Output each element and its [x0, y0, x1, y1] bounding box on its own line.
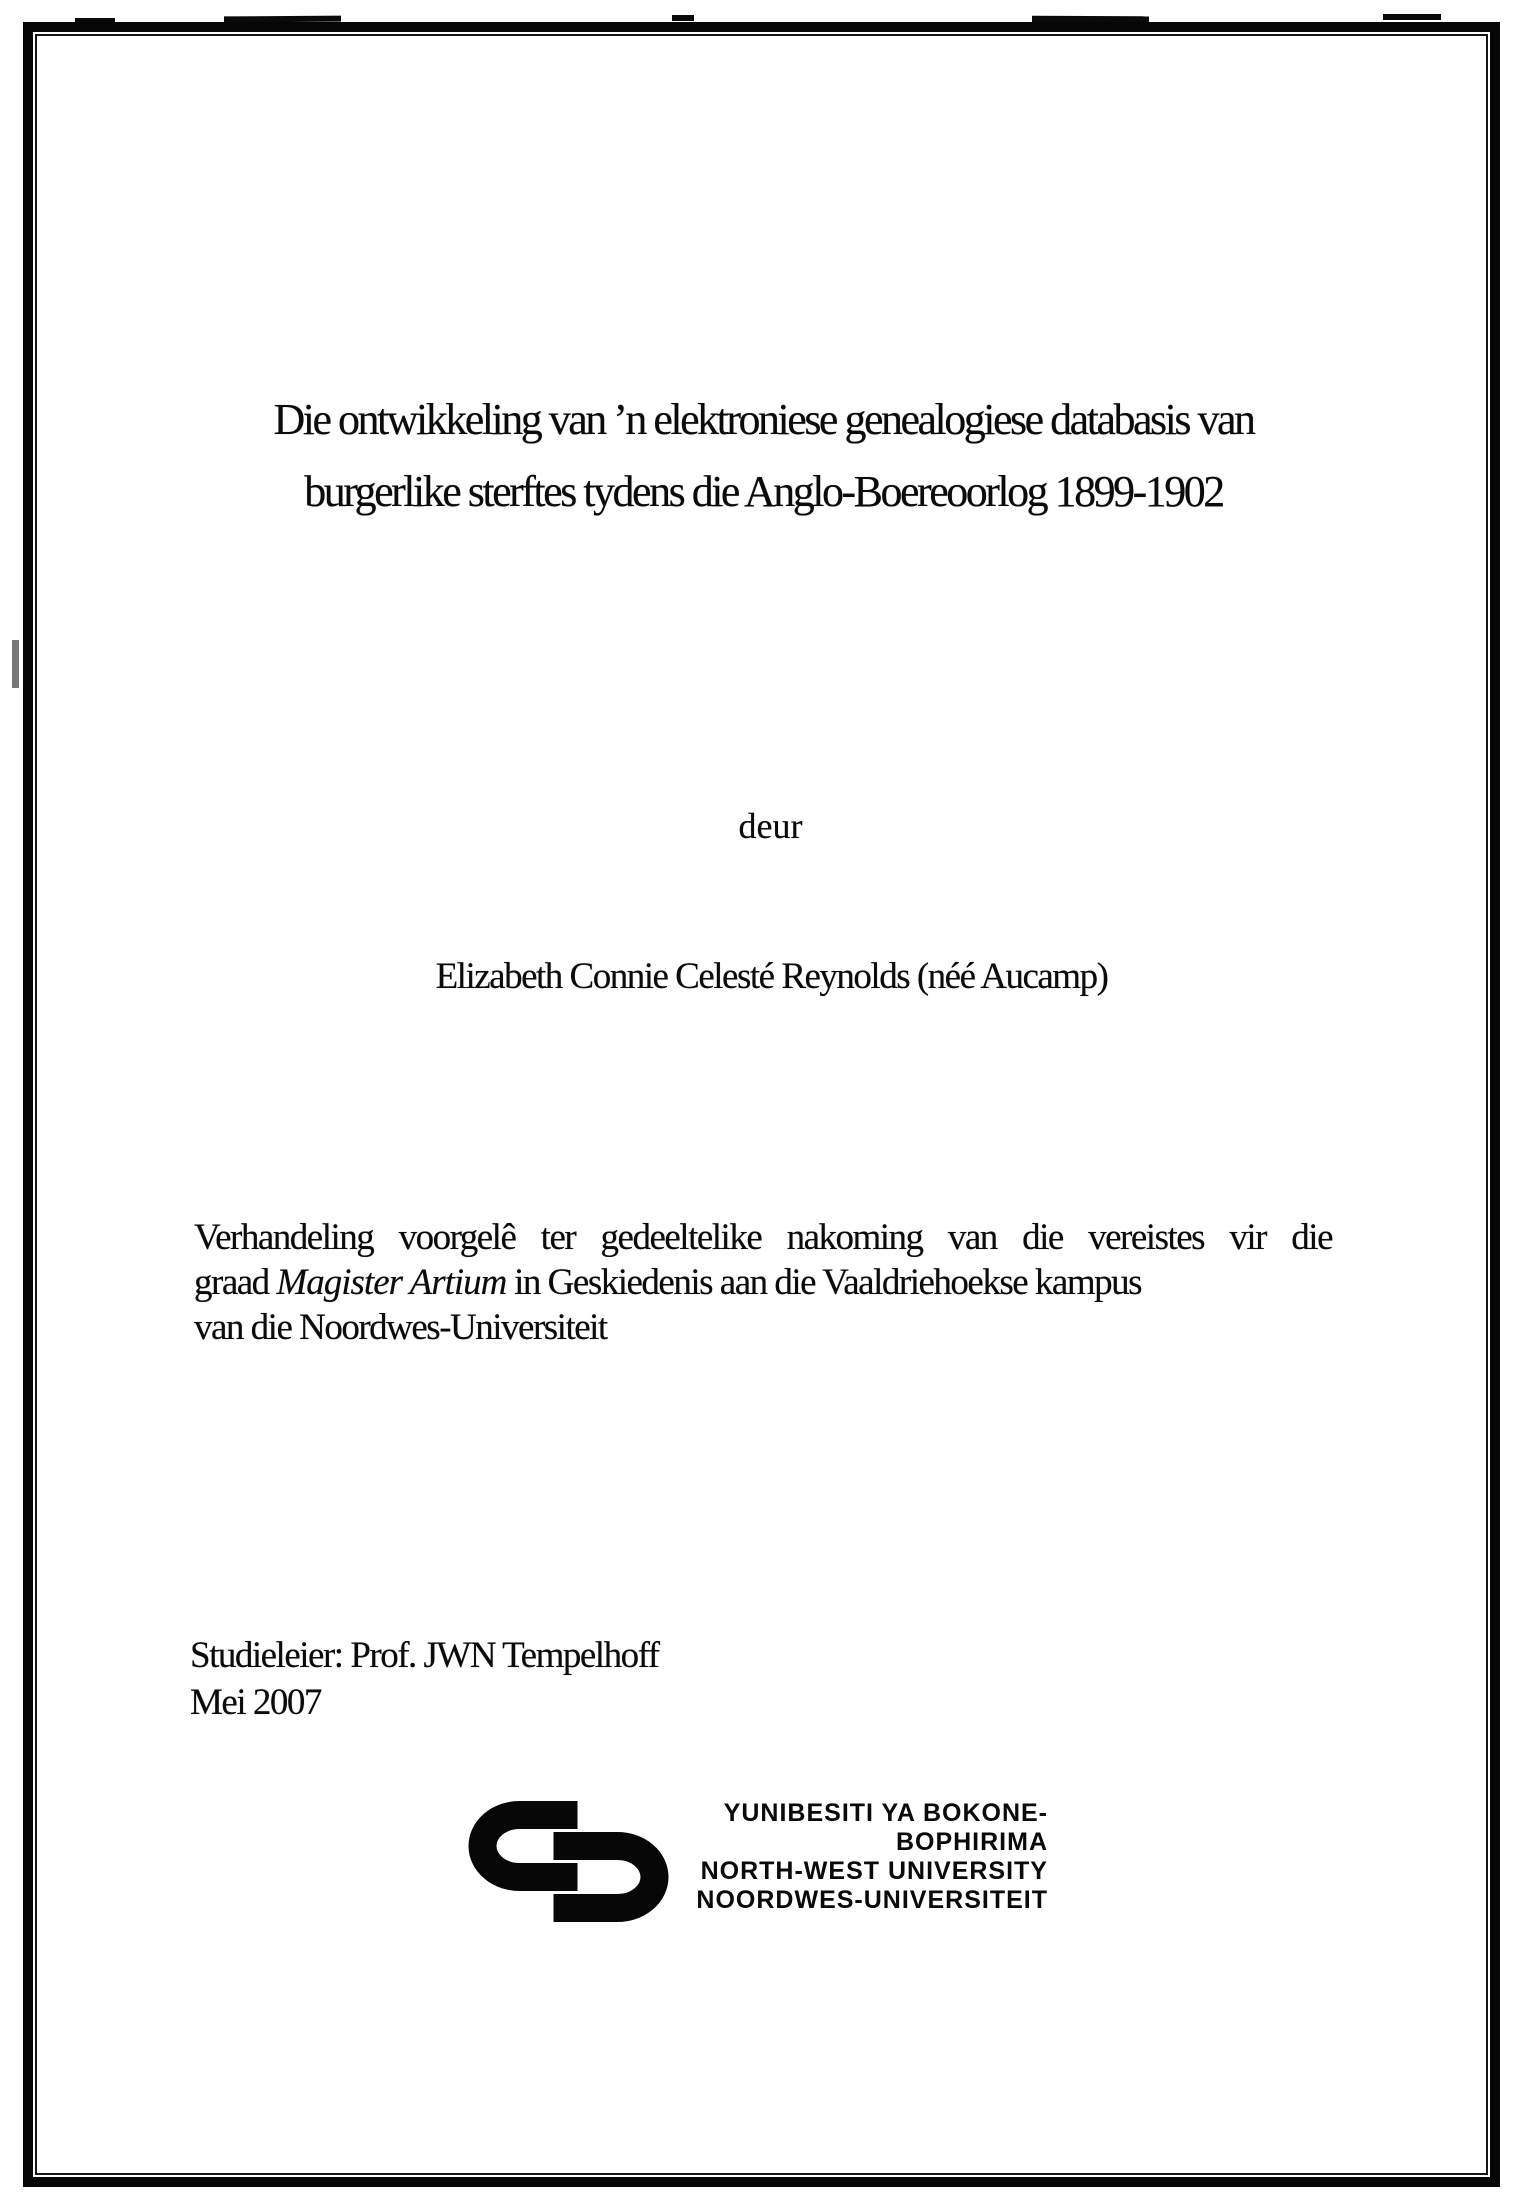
logo-wordmark-line2: NORTH-WEST UNIVERSITY [700, 1857, 1048, 1885]
scan-artifact [1383, 14, 1441, 20]
scan-artifact [12, 640, 19, 688]
logo-wordmark-line1: YUNIBESITI YA BOKONE-BOPHIRIMA [723, 1799, 1048, 1856]
degree-statement-line2 [194, 1260, 1332, 1305]
supervisor-block [190, 1632, 659, 1726]
author-name: Elizabeth Connie Celesté Reynolds (néé Aucamp) [435, 956, 1108, 997]
supervisor-line: Studieleier: Prof. JWN Tempelhoff [190, 1635, 659, 1676]
thesis-title-line2: burgerlike sterftes tydens die Anglo-Boereoorlog 1899-1902 [304, 467, 1223, 516]
thesis-title [100, 384, 1427, 528]
degree-statement-line3: van die Noordwes-Universiteit [194, 1307, 607, 1348]
logo-wordmark-line3: NOORDWES-UNIVERSITEIT [696, 1886, 1048, 1914]
degree-statement [194, 1215, 1332, 1350]
degree-statement-line2-prefix: graad [194, 1262, 269, 1303]
degree-statement-line1: Verhandeling voorgelê ter gedeeltelike nakoming van die vereistes vir die [194, 1217, 1332, 1258]
university-logo-wordmark [578, 1799, 1048, 1915]
thesis-title-line1: Die ontwikkeling van ’n elektroniese genealogiese databasis van [273, 395, 1254, 444]
degree-statement-line2-suffix: in Geskiedenis aan die Vaaldriehoekse kampus [514, 1262, 1142, 1303]
byline: deur [738, 806, 803, 846]
degree-name-italic: Magister Artium [276, 1262, 507, 1303]
scan-artifact [672, 15, 694, 21]
date-line: Mei 2007 [190, 1682, 321, 1723]
